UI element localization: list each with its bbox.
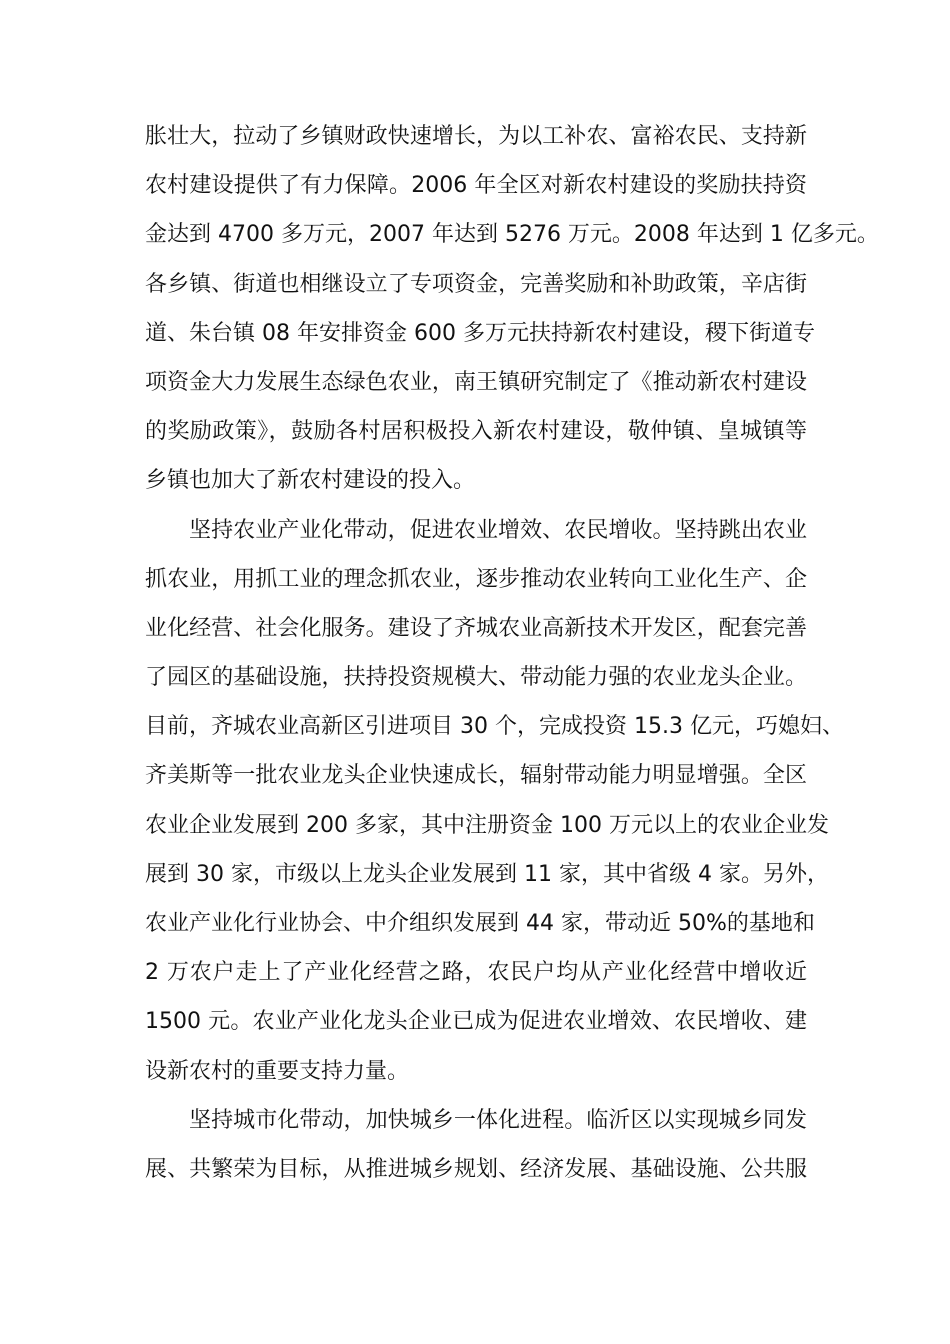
text-line: 的奖励政策》，鼓励各村居积极投入新农村建设，敬仲镇、皇城镇等 — [145, 419, 807, 445]
text-line: 项资金大力发展生态绿色农业，南王镇研究制定了《推动新农村建设 — [145, 369, 807, 395]
text-line: 目前，齐城农业高新区引进项目 30 个，完成投资 15.3 亿元，巧媳妇、 — [145, 714, 844, 740]
text-line: 齐美斯等一批农业龙头企业快速成长，辐射带动能力明显增强。全区 — [145, 763, 807, 789]
text-line: 农业企业发展到 200 多家，其中注册资金 100 万元以上的农业企业发 — [145, 812, 829, 838]
text-line: 乡镇也加大了新农村建设的投入。 — [145, 468, 476, 494]
text-line: 展到 30 家，市级以上龙头企业发展到 11 家，其中省级 4 家。另外， — [145, 861, 829, 887]
text-line: 业化经营、社会化服务。建设了齐城农业高新技术开发区，配套完善 — [145, 615, 807, 641]
paragraph-1 — [145, 112, 879, 506]
text-line: 农村建设提供了有力保障。2006 年全区对新农村建设的奖励扶持资 — [145, 173, 807, 199]
body-text — [145, 112, 879, 1194]
paragraph-2 — [145, 506, 844, 1096]
text-line: 道、朱台镇 08 年安排资金 600 多万元扶持新农村建设，稷下街道专 — [145, 320, 815, 346]
text-line: 农业产业化行业协会、中介组织发展到 44 家，带动近 50%的基地和 — [145, 911, 815, 936]
text-line: 坚持城市化带动，加快城乡一体化进程。临沂区以实现城乡同发 — [189, 1107, 807, 1133]
text-line: 设新农村的重要支持力量。 — [145, 1058, 410, 1084]
text-line: 金达到 4700 多万元，2007 年达到 5276 万元。2008 年达到 1 亿多元。 — [145, 222, 879, 248]
text-line: 展、共繁荣为目标，从推进城乡规划、经济发展、基础设施、公共服 — [145, 1156, 807, 1182]
text-line: 胀壮大，拉动了乡镇财政快速增长，为以工补农、富裕农民、支持新 — [145, 124, 807, 149]
text-line: 2 万农户走上了产业化经营之路，农民户均从产业化经营中增收近 — [145, 960, 807, 986]
paragraph-3 — [145, 1096, 807, 1194]
text-line: 了园区的基础设施，扶持投资规模大、带动能力强的农业龙头企业。 — [145, 665, 807, 691]
text-line: 抓农业，用抓工业的理念抓农业，逐步推动农业转向工业化生产、企 — [145, 566, 807, 592]
text-line: 1500 元。农业产业化龙头企业已成为促进农业增效、农民增收、建 — [145, 1009, 807, 1035]
text-line: 各乡镇、街道也相继设立了专项资金，完善奖励和补助政策，辛店街 — [145, 271, 807, 297]
text-line: 坚持农业产业化带动，促进农业增效、农民增收。坚持跳出农业 — [189, 517, 807, 543]
